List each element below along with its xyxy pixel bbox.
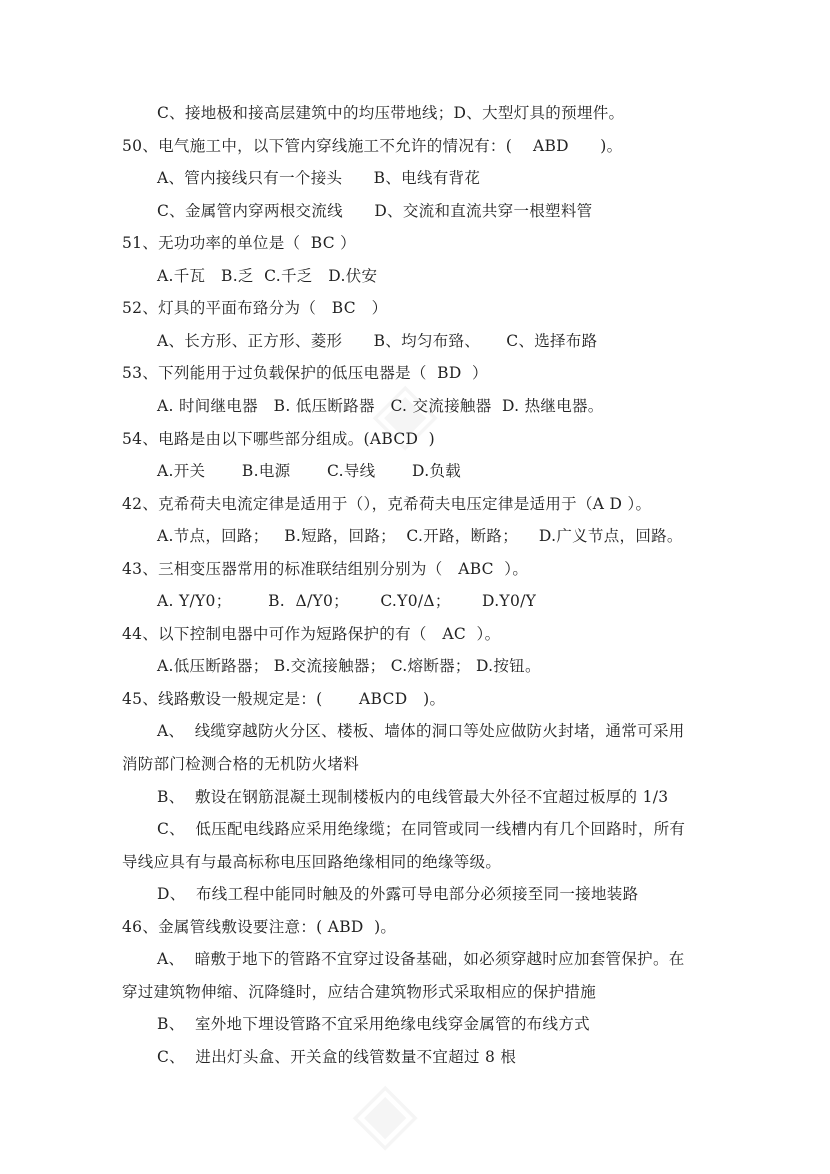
option-line: B、 敷设在钢筋混凝土现制楼板内的电线管最大外径不宜超过板厚的 1/3 — [157, 788, 669, 806]
question-line: 45、线路敷设一般规定是：( ABCD )。 — [122, 690, 446, 708]
question-line: 53、下列能用于过负载保护的低压电器是（ BD ） — [122, 364, 488, 382]
option-line: A.节点，回路； B.短路，回路； C.开路，断路； D.广义节点，回路。 — [157, 527, 683, 545]
watermark: ▣ — [343, 1070, 434, 1160]
option-line: A.千瓦 B.乏 C.千乏 D.伏安 — [157, 267, 378, 285]
option-line: A、 暗敷于地下的管路不宜穿过设备基础，如必须穿越时应加套管保护。在 — [157, 950, 685, 968]
question-line: 43、三相变压器常用的标准联结组别分别为（ ABC ）。 — [122, 560, 529, 578]
option-line: B、 室外地下埋设管路不宜采用绝缘电线穿金属管的布线方式 — [157, 1015, 590, 1033]
question-line: 46、金属管线敷设要注意：( ABD )。 — [122, 918, 397, 936]
option-line: A.开关 B.电源 C.导线 D.负载 — [157, 462, 462, 480]
option-line: D、 布线工程中能同时触及的外露可导电部分必须接至同一接地装路 — [157, 885, 639, 903]
question-line: 54、电路是由以下哪些部分组成。(ABCD ) — [122, 430, 436, 448]
question-line: 50、电气施工中，以下管内穿线施工不允许的情况有：( ABD )。 — [122, 137, 623, 155]
question-line: 消防部门检测合格的无机防火堵料 — [122, 755, 360, 773]
question-line: 42、克希荷夫电流定律是适用于（），克希荷夫电压定律是适用于（A D ）。 — [122, 495, 652, 513]
question-line: 穿过建筑物伸缩、沉降缝时，应结合建筑物形式采取相应的保护措施 — [122, 983, 597, 1001]
option-line: A.低压断路器； B.交流接触器； C.熔断器； D.按钮。 — [157, 657, 541, 675]
option-line: A、 线缆穿越防火分区、楼板、墙体的洞口等处应做防火封堵，通常可采用 — [157, 722, 685, 740]
question-line: 52、灯具的平面布臵分为（ BC ） — [122, 299, 388, 317]
option-line: C、接地极和接高层建筑中的均压带地线；D、大型灯具的预埋件。 — [157, 104, 625, 122]
option-line: C、金属管内穿两根交流线 D、交流和直流共穿一根塑料管 — [157, 202, 593, 220]
option-line: A. 时间继电器 B. 低压断路器 C. 交流接触器 D. 热继电器。 — [157, 397, 604, 415]
option-line: A、长方形、正方形、菱形 B、均匀布臵、 C、选择布路 — [157, 332, 598, 350]
question-line: 51、无功功率的单位是（ BC ） — [122, 234, 356, 252]
option-line: A. Y/Y0； B. Δ/Y0； C.Y0/Δ； D.Y0/Y — [157, 592, 537, 610]
question-line: 44、以下控制电器中可作为短路保护的有（ AC ）。 — [122, 625, 501, 643]
option-line: C、 低压配电线路应采用绝缘缆；在同管或同一线槽内有几个回路时，所有 — [157, 820, 686, 838]
question-line: 导线应具有与最高标称电压回路绝缘相同的绝缘等级。 — [122, 853, 502, 871]
option-line: C、 进出灯头盒、开关盒的线管数量不宜超过 8 根 — [157, 1048, 517, 1066]
watermark: ▣ — [363, 370, 454, 460]
option-line: A、管内接线只有一个接头 B、电线有背花 — [157, 169, 481, 187]
